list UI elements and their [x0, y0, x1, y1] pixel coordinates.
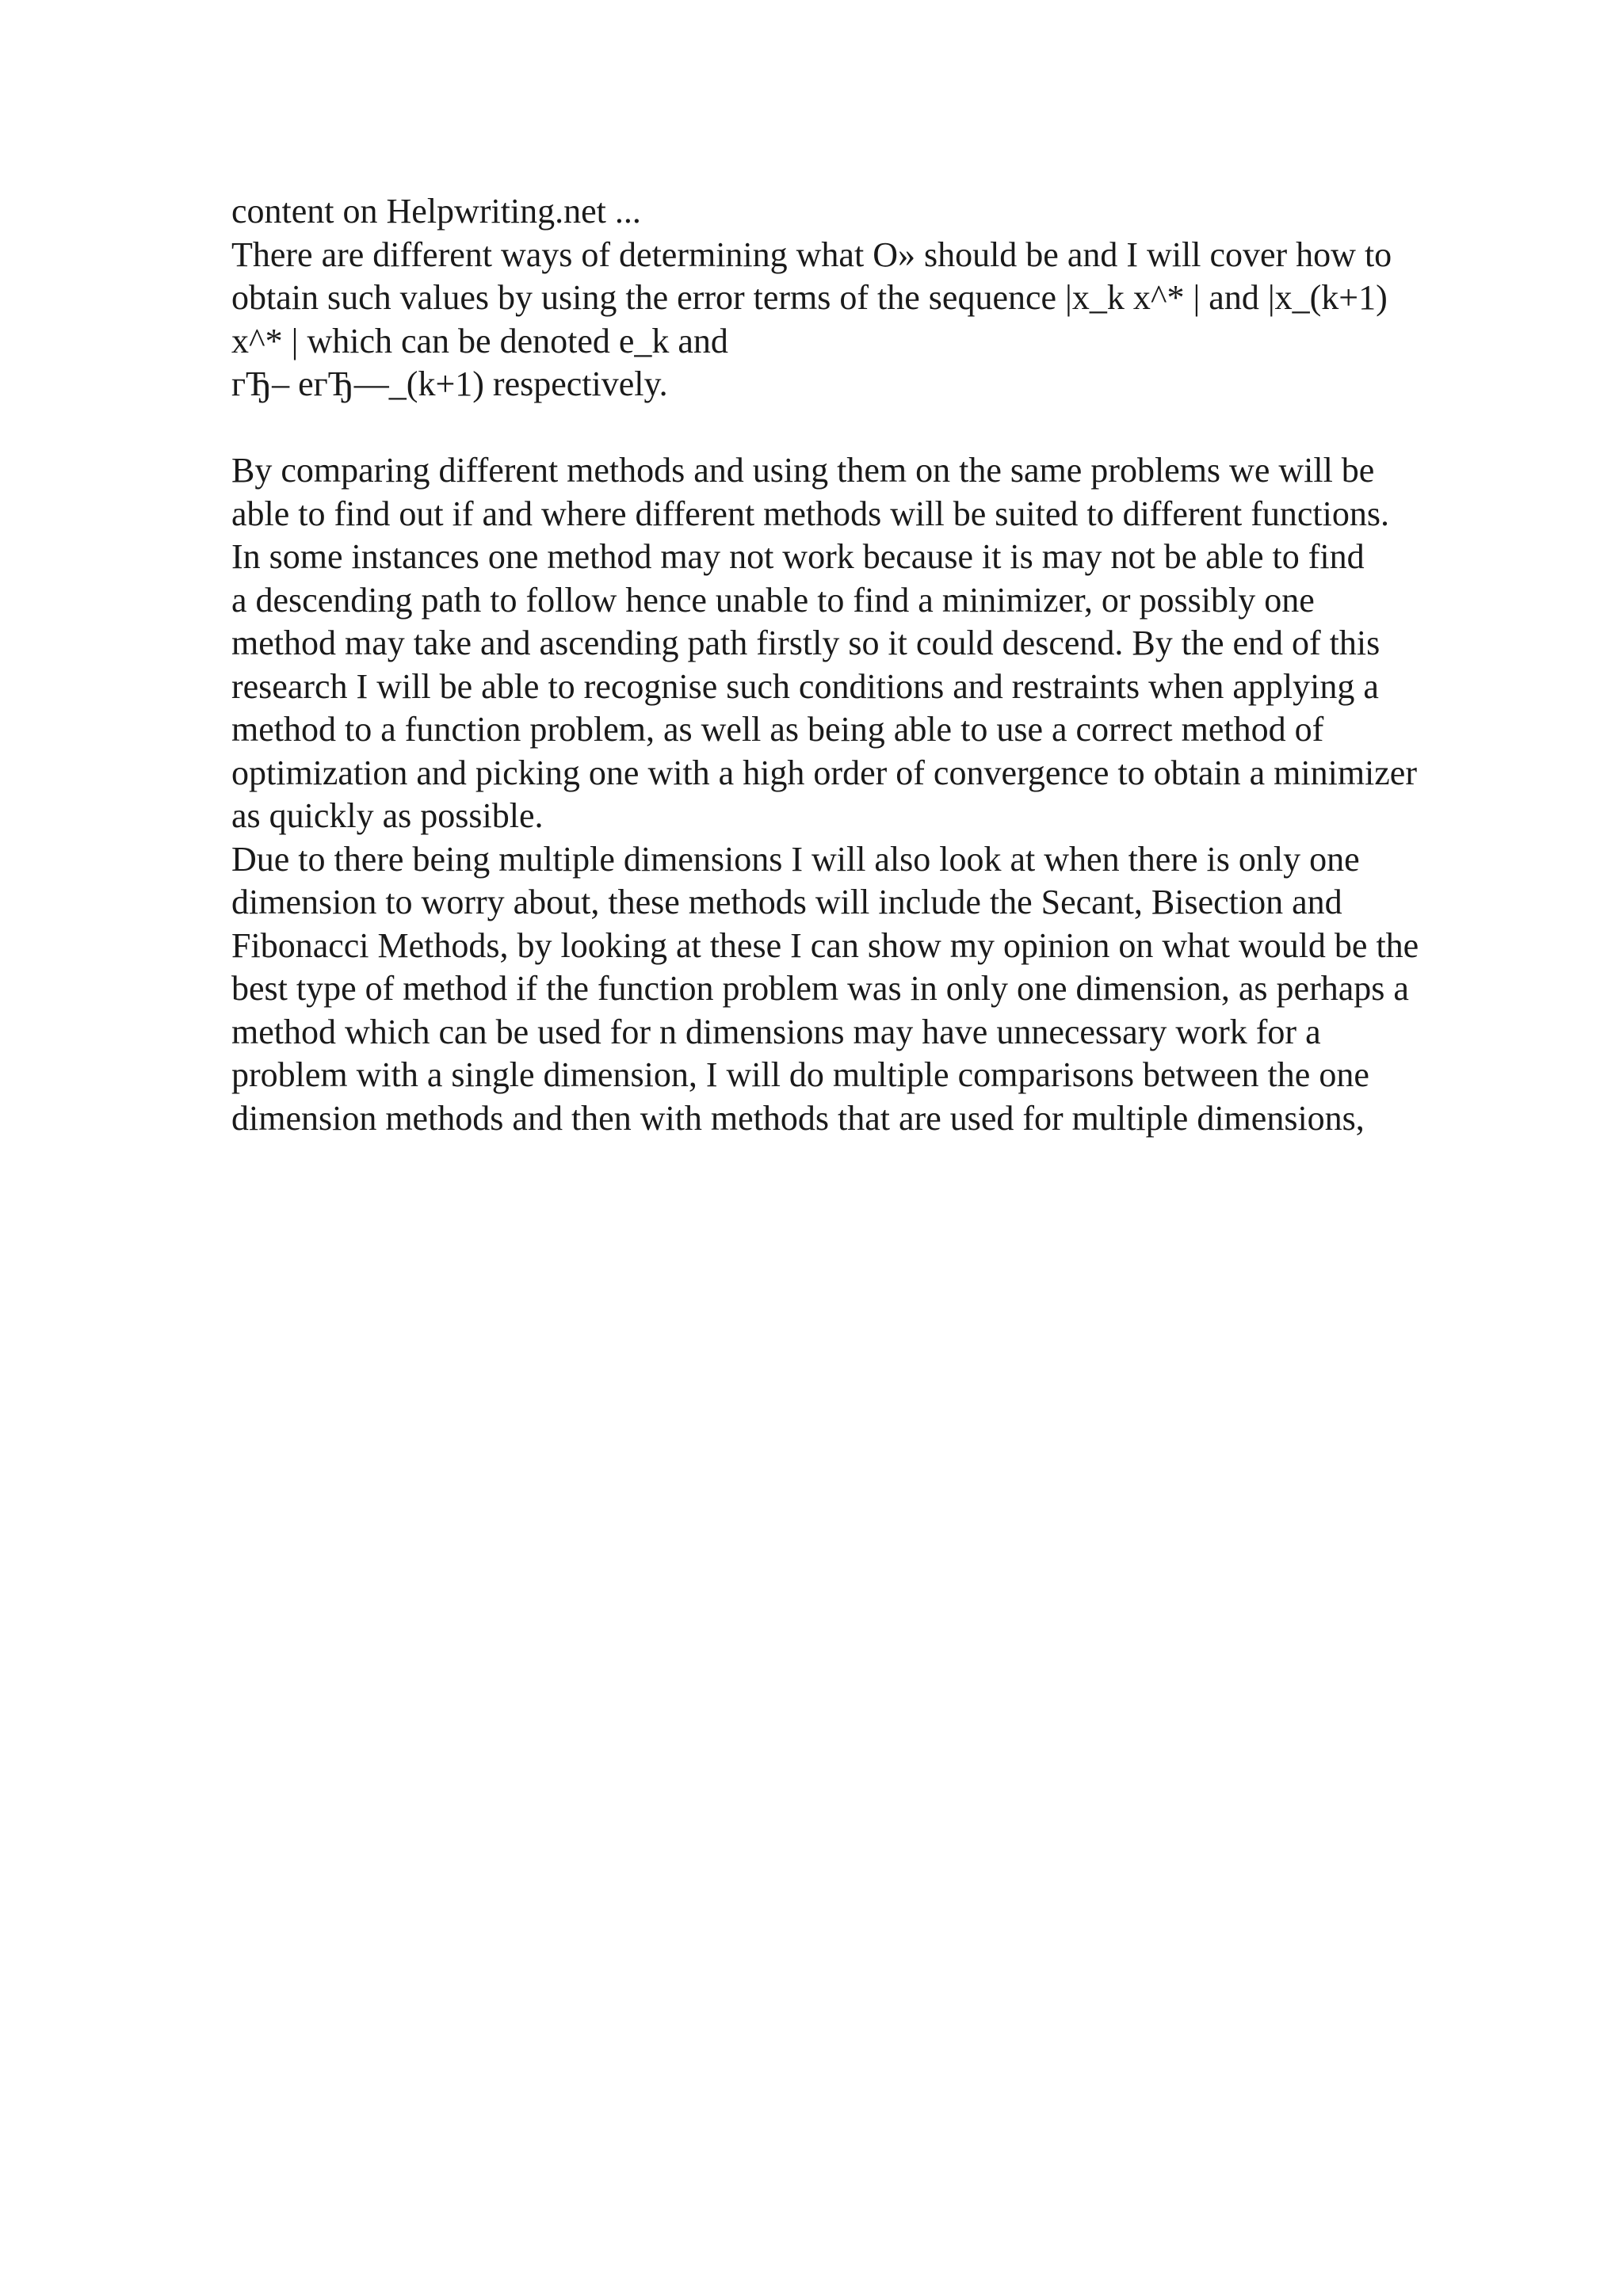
text-line: Due to there being multiple dimensions I will also look at when there is only one — [231, 839, 1360, 879]
document-body — [231, 190, 1515, 1140]
text-line: able to find out if and where different methods will be suited to different functions. — [231, 494, 1390, 533]
text-line: method may take and ascending path firstly so it could descend. By the end of this — [231, 624, 1381, 662]
text-line: Fibonacci Methods, by looking at these I can show my opinion on what would be the — [231, 925, 1419, 965]
text-line: x^* | which can be denoted e_k and — [231, 321, 728, 360]
text-line: dimension methods and then with methods that are used for multiple dimensions, — [231, 1098, 1365, 1138]
text-line: obtain such values by using the error terms of the sequence |x_k x^* | and |x_(k+1) — [231, 278, 1388, 317]
text-line: optimization and picking one with a high order of convergence to obtain a minimizer — [231, 753, 1417, 792]
text-line: method to a function problem, as well as being able to use a correct method of — [231, 710, 1324, 749]
text-line: There are different ways of determining what O» should be and I will cover how to — [231, 235, 1392, 274]
text-line: research I will be able to recognise such conditions and restraints when applying a — [231, 666, 1379, 706]
text-line: best type of method if the function problem was in only one dimension, as perhaps a — [231, 969, 1409, 1008]
text-line: problem with a single dimension, I will do multiple comparisons between the one — [231, 1055, 1369, 1094]
text-line: method which can be used for n dimensions may have unnecessary work for a — [231, 1012, 1321, 1051]
text-line: By comparing different methods and using them on the same problems we will be — [231, 451, 1375, 490]
text-line: гЂ– егЂ—_(k+1) respectively. — [231, 364, 668, 403]
text-line: as quickly as possible. — [231, 796, 544, 835]
paragraph-gap — [231, 406, 1515, 450]
text-line: content on Helpwriting.net ... — [231, 192, 641, 231]
text-line: dimension to worry about, these methods will include the Secant, Bisection and — [231, 883, 1342, 921]
text-line: a descending path to follow hence unable to find a minimizer, or possibly one — [231, 580, 1315, 620]
text-line: In some instances one method may not work because it is may not be able to find — [231, 537, 1365, 576]
